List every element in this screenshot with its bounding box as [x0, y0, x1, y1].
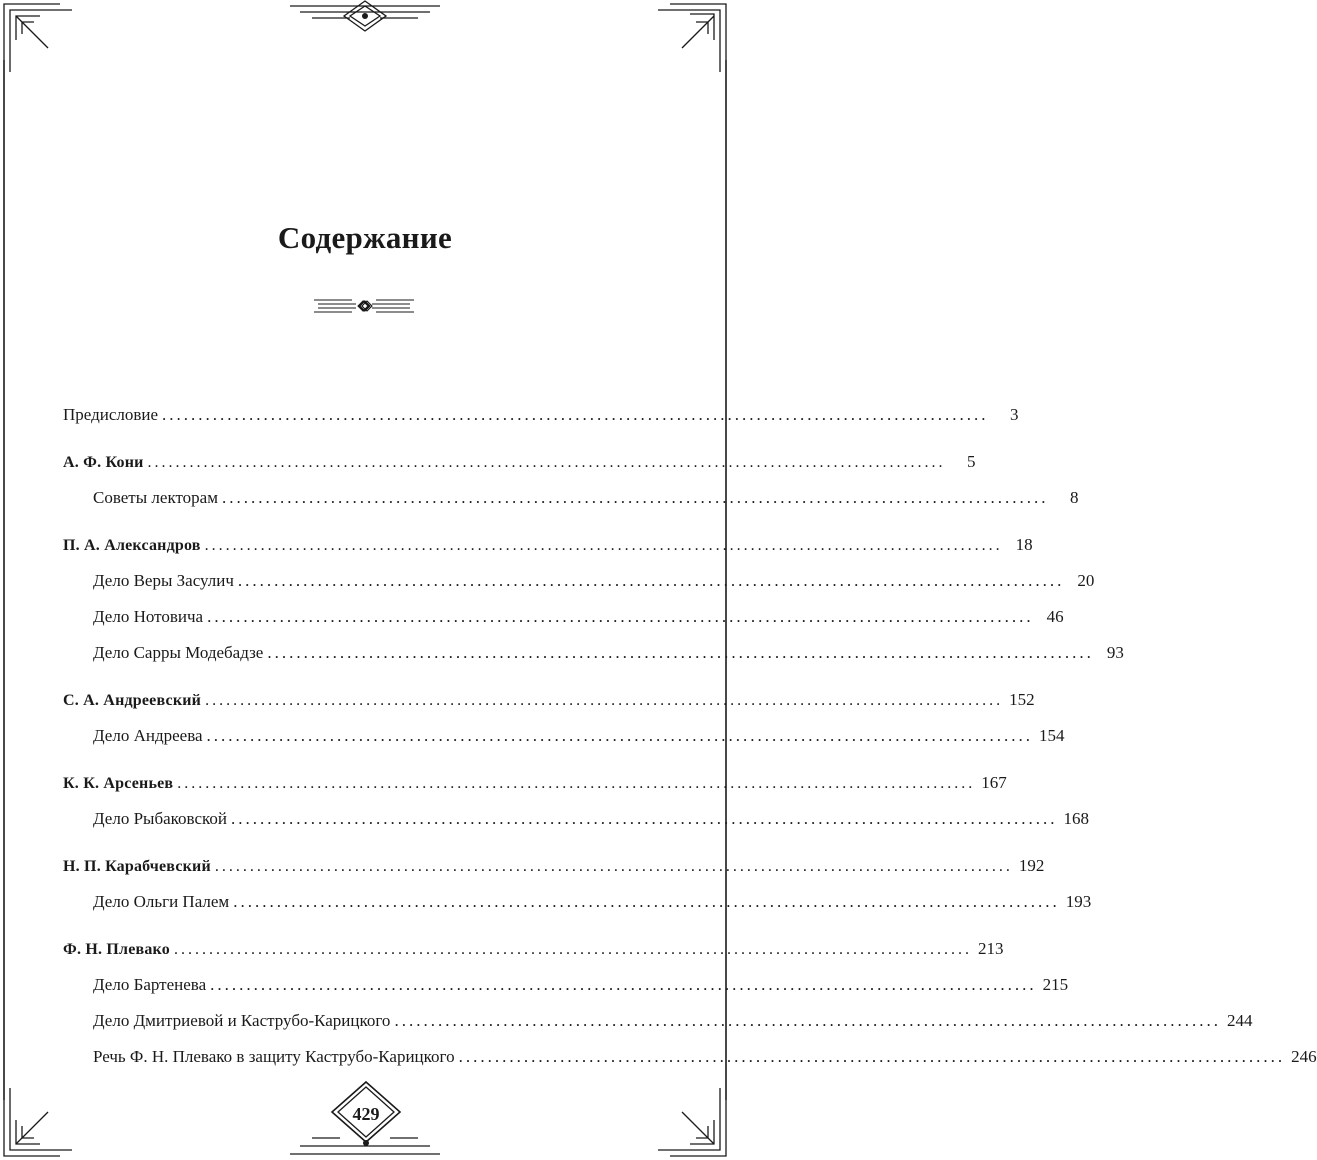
toc-entry-page: 46: [1046, 607, 1064, 626]
toc-entry-label: С. А. Андреевский: [63, 692, 202, 709]
toc-entry-label: Ф. Н. Плевако: [63, 941, 170, 958]
toc-entry-label: Дело Нотовича: [93, 607, 204, 626]
dot-leader: ..................................................................................................................: [267, 643, 1094, 662]
dot-leader: ..................................................................................................................: [162, 405, 989, 424]
dot-leader: ..................................................................................................................: [204, 537, 1003, 554]
toc-entry-label: А. Ф. Кони: [63, 454, 144, 471]
dot-leader: ..................................................................................................................: [173, 941, 972, 958]
toc-entry-label: Дело Бартенева: [93, 975, 207, 994]
title-divider-ornament-icon: [312, 294, 416, 318]
toc-entry-label: Н. П. Карабчевский: [63, 858, 211, 875]
toc-entry-label: Дело Сарры Модебадзе: [93, 643, 264, 662]
toc-entry-page: 18: [1015, 535, 1033, 554]
toc-entry-page: 8: [1070, 488, 1079, 507]
toc-entry-page: 246: [1291, 1047, 1317, 1066]
dot-leader: ..................................................................................................................: [207, 607, 1034, 626]
toc-entry-page: 215: [1042, 975, 1069, 994]
dot-leader: ..................................................................................................................: [206, 726, 1034, 745]
toc-subentry[interactable]: [63, 967, 1069, 1003]
toc-subentry[interactable]: [63, 1003, 1253, 1039]
dot-leader: ..................................................................................................................: [210, 975, 1037, 994]
toc-subentry[interactable]: [63, 884, 1092, 920]
toc-entry-page: 192: [1018, 856, 1045, 875]
dot-leader: ..................................................................................................................: [237, 571, 1065, 590]
toc-entry-label: К. К. Арсеньев: [63, 775, 174, 792]
toc-entry-label: Предисловие: [63, 405, 159, 424]
toc-entry-page: 154: [1039, 726, 1065, 745]
toc-entry-page: 3: [1010, 405, 1019, 424]
toc-entry-label: Дело Ольги Палем: [93, 892, 230, 911]
toc-entry-label: Советы лекторам: [93, 488, 218, 507]
page-title: Содержание: [277, 220, 453, 255]
toc-entry-label: Дело Рыбаковской: [93, 809, 228, 828]
toc-entry-aleksandrov[interactable]: [63, 527, 1033, 563]
toc-entry-page: 167: [981, 773, 1007, 792]
toc-entry-label: Дело Андреева: [93, 726, 203, 745]
toc-entry-plevako[interactable]: [63, 931, 1004, 967]
table-of-contents: [63, 397, 1317, 1075]
toc-entry-page: 244: [1226, 1011, 1253, 1030]
toc-entry-page: 193: [1065, 892, 1092, 911]
toc-entry-karabchevsky[interactable]: [63, 848, 1045, 884]
toc-subentry[interactable]: [63, 635, 1124, 671]
dot-leader: ..................................................................................................................: [205, 692, 1004, 709]
dot-leader: ..................................................................................................................: [231, 809, 1058, 828]
toc-entry-andreevsky[interactable]: [63, 682, 1035, 718]
toc-entry-page: 152: [1009, 690, 1035, 709]
toc-entry-arsenyev[interactable]: [63, 765, 1007, 801]
toc-entry-page: 168: [1063, 809, 1090, 828]
dot-leader: ..................................................................................................................: [222, 488, 1049, 507]
dot-leader: ..................................................................................................................: [177, 775, 976, 792]
toc-subentry[interactable]: [63, 1039, 1317, 1075]
toc-entry-label: Дело Веры Засулич: [93, 571, 234, 590]
toc-entry-label: П. А. Александров: [63, 537, 201, 554]
toc-entry-page: 20: [1077, 571, 1095, 590]
toc-subentry[interactable]: [63, 801, 1090, 837]
toc-entry-label: Дело Дмитриевой и Каструбо-Карицкого: [93, 1011, 391, 1030]
toc-entry-label: Речь Ф. Н. Плевако в защиту Каструбо-Карицкого: [93, 1047, 455, 1066]
toc-entry-koni[interactable]: [63, 444, 976, 480]
toc-entry-page: 213: [977, 939, 1004, 958]
dot-leader: ..................................................................................................................: [233, 892, 1060, 911]
dot-leader: ..................................................................................................................: [147, 454, 946, 471]
dot-leader: ..................................................................................................................: [394, 1011, 1221, 1030]
toc-subentry[interactable]: [63, 480, 1079, 516]
dot-leader: ..................................................................................................................: [458, 1047, 1286, 1066]
page-number: 429: [352, 1104, 380, 1124]
toc-subentry[interactable]: [63, 718, 1065, 754]
toc-entry-page: 93: [1106, 643, 1124, 662]
toc-subentry[interactable]: [63, 563, 1095, 599]
toc-subentry[interactable]: [63, 599, 1064, 635]
toc-entry-page: 5: [967, 452, 976, 471]
toc-entry-preface[interactable]: [63, 397, 1019, 433]
dot-leader: ..................................................................................................................: [214, 858, 1013, 875]
